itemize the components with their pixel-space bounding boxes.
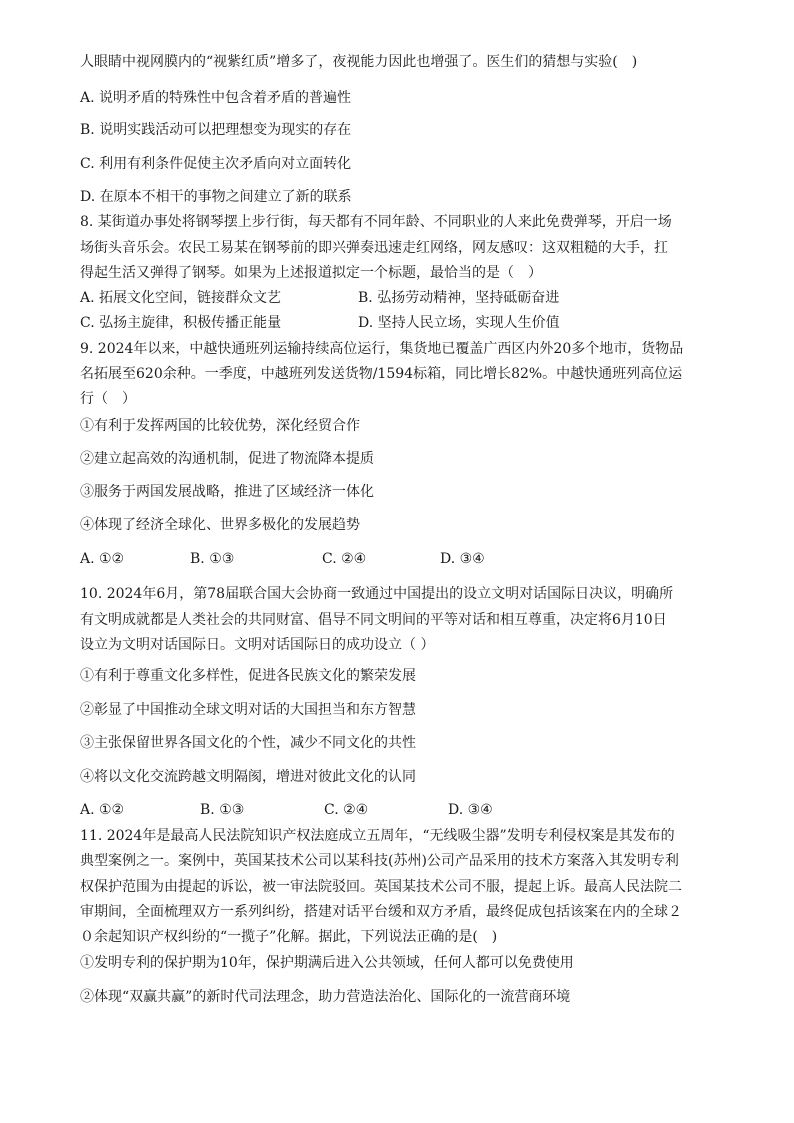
- q10-option-a: A. ①②: [80, 802, 125, 818]
- q10-option-c: C. ②④: [324, 802, 369, 818]
- q8-option-d: D. 坚持人民立场，实现人生价值: [358, 315, 560, 331]
- q7-option-c: C. 利用有利条件促使主次矛盾向对立面转化: [80, 156, 352, 172]
- q8-stem-line-1: 8. 某街道办事处将钢琴摆上步行街，每天都有不同年龄、不同职业的人来此免费弹琴，开启一场: [80, 214, 672, 230]
- q11-stem-line-1: 11. 2024年是最高人民法院知识产权法庭成立五周年，“无线吸尘器”发明专利侵权案是其发布的: [80, 828, 675, 844]
- q9-option-d: D. ③④: [440, 551, 485, 567]
- q8-option-a: A. 拓展文化空间，链接群众文艺: [80, 290, 282, 306]
- q11-item-1: ①发明专利的保护期为10年，保护期满后进入公共领域，任何人都可以免费使用: [80, 955, 574, 971]
- q9-item-4: ④体现了经济全球化、世界多极化的发展趋势: [80, 517, 360, 533]
- q10-stem-line-2: 有文明成就都是人类社会的共同财富、倡导不同文明间的平等对话和相互尊重，决定将6月10日: [80, 612, 667, 628]
- q9-option-b: B. ①③: [190, 551, 235, 567]
- q10-option-d: D. ③④: [448, 802, 493, 818]
- q10-item-3: ③主张保留世界各国文化的个性，减少不同文化的共性: [80, 735, 416, 751]
- q8-option-c: C. 弘扬主旋律，积极传播正能量: [80, 315, 282, 331]
- q9-item-1: ①有利于发挥两国的比较优势，深化经贸合作: [80, 418, 360, 434]
- q10-stem-line-1: 10. 2024年6月，第78届联合国大会协商一致通过中国提出的设立文明对话国际日决议，明确所: [80, 586, 674, 602]
- q7-option-a: A. 说明矛盾的特殊性中包含着矛盾的普遍性: [80, 90, 352, 106]
- q10-option-b: B. ①③: [200, 802, 245, 818]
- q9-stem-line-3: 行（ ）: [80, 391, 136, 407]
- q11-stem-line-4: 审期间，全面梳理双方一系列纠纷，搭建对话平台缓和双方矛盾，最终促成包括该案在内的全球２: [80, 904, 682, 920]
- q8-stem-line-3: 得起生活又弹得了钢琴。如果为上述报道拟定一个标题，最恰当的是（ ）: [80, 265, 542, 281]
- q8-option-b: B. 弘扬劳动精神，坚持砥砺奋进: [358, 290, 560, 306]
- q9-option-a: A. ①②: [80, 551, 125, 567]
- q9-stem-line-2: 名拓展至620余种。一季度，中越班列发送货物/1594标箱，同比增长82%。中越快通班列高位运: [80, 366, 683, 382]
- q9-option-c: C. ②④: [322, 551, 367, 567]
- q11-stem-line-2: 典型案例之一。案例中，英国某技术公司以某科技(苏州)公司产品采用的技术方案落入其发明专利: [80, 853, 679, 869]
- q8-stem-line-2: 场街头音乐会。农民工易某在钢琴前的即兴弹奏迅速走红网络，网友感叹：这双粗糙的大手，扛: [80, 240, 668, 256]
- q11-stem-line-3: 权保护范围为由提起的诉讼，被一审法院驳回。英国某技术公司不服，提起上诉。最高人民法院二: [80, 879, 682, 895]
- q9-item-3: ③服务于两国发展战略，推进了区域经济一体化: [80, 484, 374, 500]
- q10-item-2: ②彰显了中国推动全球文明对话的大国担当和东方智慧: [80, 702, 416, 718]
- q7-stem-tail: 人眼睛中视网膜内的“视紫红质”增多了，夜视能力因此也增强了。医生们的猜想与实验( ): [80, 54, 638, 70]
- q10-stem-line-3: 设立为文明对话国际日。文明对话国际日的成功设立（ ）: [80, 637, 435, 653]
- q10-item-4: ④将以文化交流跨越文明隔阂，增进对彼此文化的认同: [80, 769, 416, 785]
- q10-item-1: ①有利于尊重文化多样性，促进各民族文化的繁荣发展: [80, 668, 416, 684]
- q11-item-2: ②体现“双赢共赢”的新时代司法理念，助力营造法治化、国际化的一流营商环境: [80, 989, 571, 1005]
- q11-stem-line-5: ０余起知识产权纠纷的“一揽子”化解。据此，下列说法正确的是( ): [80, 929, 498, 945]
- q9-item-2: ②建立起高效的沟通机制，促进了物流降本提质: [80, 451, 374, 467]
- q7-option-b: B. 说明实践活动可以把理想变为现实的存在: [80, 122, 352, 138]
- q9-stem-line-1: 9. 2024年以来，中越快通班列运输持续高位运行，集货地已覆盖广西区内外20多个地市，货物品: [80, 341, 684, 357]
- q7-option-d: D. 在原本不相干的事物之间建立了新的联系: [80, 189, 352, 205]
